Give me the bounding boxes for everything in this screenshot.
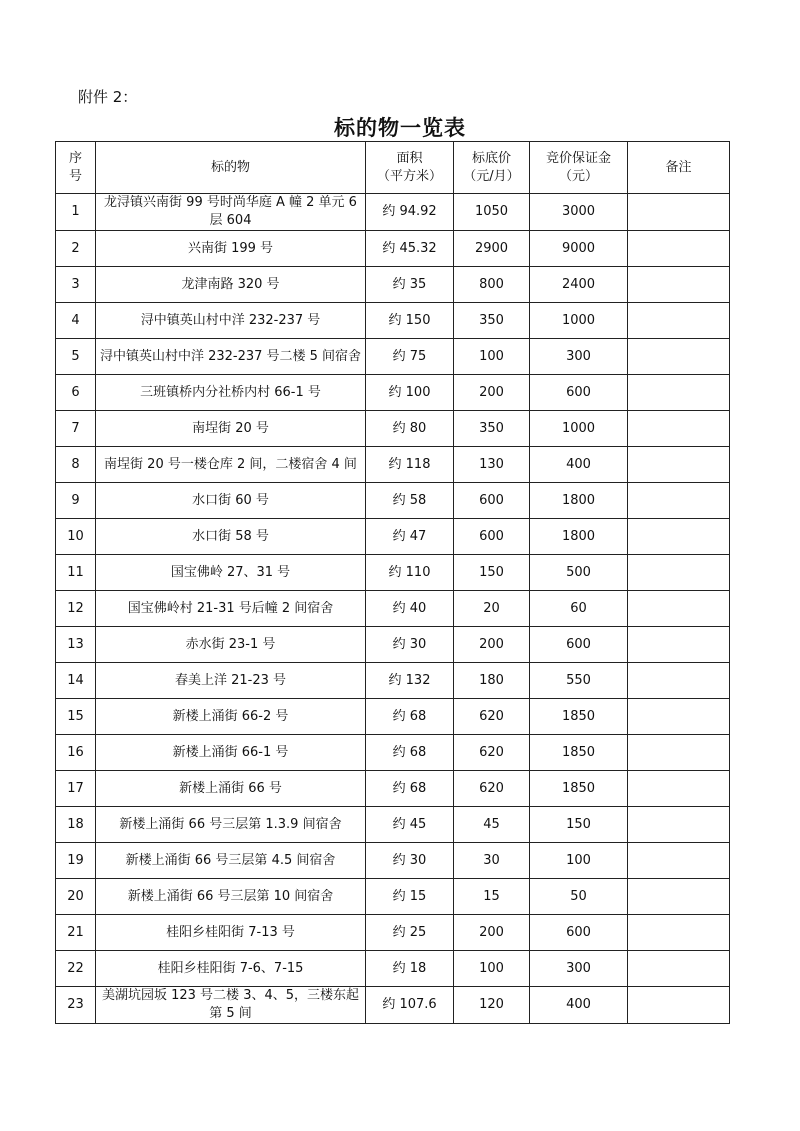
- cell-deposit: 400: [530, 987, 628, 1024]
- cell-seq: 5: [56, 339, 96, 375]
- cell-seq: 23: [56, 987, 96, 1024]
- cell-price: 130: [454, 447, 530, 483]
- cell-price: 100: [454, 951, 530, 987]
- table-row: [56, 519, 730, 555]
- cell-remark: [628, 951, 730, 987]
- cell-item: 水口街 58 号: [96, 519, 366, 555]
- cell-item: 桂阳乡桂阳街 7-6、7-15: [96, 951, 366, 987]
- cell-price: 100: [454, 339, 530, 375]
- cell-item: 桂阳乡桂阳街 7-13 号: [96, 915, 366, 951]
- header-item: 标的物: [96, 142, 366, 194]
- cell-remark: [628, 339, 730, 375]
- cell-area: 约 100: [366, 375, 454, 411]
- cell-deposit: 1800: [530, 483, 628, 519]
- cell-item: 新楼上涌街 66 号三层第 1.3.9 间宿舍: [96, 807, 366, 843]
- cell-area: 约 30: [366, 843, 454, 879]
- cell-seq: 13: [56, 627, 96, 663]
- cell-remark: [628, 771, 730, 807]
- cell-remark: [628, 879, 730, 915]
- cell-item: 新楼上涌街 66-2 号: [96, 699, 366, 735]
- cell-price: 45: [454, 807, 530, 843]
- cell-seq: 1: [56, 194, 96, 231]
- cell-item: 新楼上涌街 66 号三层第 10 间宿舍: [96, 879, 366, 915]
- cell-area: 约 45.32: [366, 231, 454, 267]
- cell-area: 约 110: [366, 555, 454, 591]
- cell-remark: [628, 987, 730, 1024]
- cell-remark: [628, 411, 730, 447]
- cell-seq: 16: [56, 735, 96, 771]
- table-row: [56, 339, 730, 375]
- header-deposit: [530, 142, 628, 194]
- table-body: [56, 194, 730, 1024]
- cell-area: 约 132: [366, 663, 454, 699]
- cell-remark: [628, 267, 730, 303]
- cell-price: 620: [454, 771, 530, 807]
- cell-item: 三班镇桥内分社桥内村 66-1 号: [96, 375, 366, 411]
- cell-item: 兴南街 199 号: [96, 231, 366, 267]
- table-row: [56, 411, 730, 447]
- cell-seq: 4: [56, 303, 96, 339]
- cell-remark: [628, 735, 730, 771]
- cell-item: 水口街 60 号: [96, 483, 366, 519]
- table-row: [56, 194, 730, 231]
- table-row: [56, 735, 730, 771]
- header-seq: [56, 142, 96, 194]
- cell-seq: 9: [56, 483, 96, 519]
- cell-area: 约 30: [366, 627, 454, 663]
- cell-deposit: 150: [530, 807, 628, 843]
- cell-item: 国宝佛岭村 21-31 号后幢 2 间宿舍: [96, 591, 366, 627]
- cell-price: 120: [454, 987, 530, 1024]
- cell-deposit: 1850: [530, 699, 628, 735]
- cell-area: 约 35: [366, 267, 454, 303]
- cell-item: 南埕街 20 号一楼仓库 2 间，二楼宿舍 4 间: [96, 447, 366, 483]
- cell-area: 约 18: [366, 951, 454, 987]
- cell-deposit: 9000: [530, 231, 628, 267]
- table-row: [56, 987, 730, 1024]
- cell-seq: 17: [56, 771, 96, 807]
- cell-item: 龙浔镇兴南街 99 号时尚华庭 A 幢 2 单元 6 层 604: [96, 194, 366, 231]
- cell-deposit: 300: [530, 339, 628, 375]
- cell-remark: [628, 231, 730, 267]
- cell-area: 约 68: [366, 735, 454, 771]
- cell-seq: 12: [56, 591, 96, 627]
- cell-price: 620: [454, 735, 530, 771]
- cell-seq: 2: [56, 231, 96, 267]
- cell-deposit: 500: [530, 555, 628, 591]
- cell-seq: 7: [56, 411, 96, 447]
- cell-remark: [628, 519, 730, 555]
- cell-item: 新楼上涌街 66 号三层第 4.5 间宿舍: [96, 843, 366, 879]
- header-price-line2: （元/月）: [463, 168, 520, 184]
- cell-price: 350: [454, 303, 530, 339]
- cell-area: 约 45: [366, 807, 454, 843]
- cell-seq: 6: [56, 375, 96, 411]
- table-row: [56, 447, 730, 483]
- cell-price: 30: [454, 843, 530, 879]
- table-row: [56, 663, 730, 699]
- cell-area: 约 25: [366, 915, 454, 951]
- header-area-line1: 面积: [396, 150, 423, 166]
- table-row: [56, 375, 730, 411]
- cell-deposit: 50: [530, 879, 628, 915]
- cell-area: 约 118: [366, 447, 454, 483]
- cell-area: 约 68: [366, 699, 454, 735]
- table-row: [56, 303, 730, 339]
- cell-remark: [628, 375, 730, 411]
- cell-item: 浔中镇英山村中洋 232-237 号: [96, 303, 366, 339]
- cell-deposit: 1850: [530, 771, 628, 807]
- cell-item: 赤水街 23-1 号: [96, 627, 366, 663]
- table-row: [56, 555, 730, 591]
- cell-seq: 3: [56, 267, 96, 303]
- cell-remark: [628, 194, 730, 231]
- table-row: [56, 699, 730, 735]
- table-row: [56, 591, 730, 627]
- header-price-line1: 标底价: [471, 150, 511, 166]
- cell-area: 约 107.6: [366, 987, 454, 1024]
- table-row: [56, 843, 730, 879]
- header-area: [366, 142, 454, 194]
- header-seq-line1: 序: [68, 150, 82, 166]
- cell-deposit: 400: [530, 447, 628, 483]
- cell-seq: 21: [56, 915, 96, 951]
- cell-price: 600: [454, 483, 530, 519]
- cell-price: 200: [454, 375, 530, 411]
- table-row: [56, 231, 730, 267]
- cell-price: 180: [454, 663, 530, 699]
- cell-area: 约 58: [366, 483, 454, 519]
- table-row: [56, 267, 730, 303]
- table-row: [56, 771, 730, 807]
- cell-seq: 20: [56, 879, 96, 915]
- cell-remark: [628, 699, 730, 735]
- table-row: [56, 807, 730, 843]
- cell-price: 600: [454, 519, 530, 555]
- cell-area: 约 75: [366, 339, 454, 375]
- header-deposit-line2: （元）: [558, 168, 598, 184]
- cell-area: 约 40: [366, 591, 454, 627]
- cell-seq: 15: [56, 699, 96, 735]
- cell-price: 800: [454, 267, 530, 303]
- cell-area: 约 68: [366, 771, 454, 807]
- cell-area: 约 94.92: [366, 194, 454, 231]
- cell-price: 15: [454, 879, 530, 915]
- header-price: [454, 142, 530, 194]
- cell-seq: 14: [56, 663, 96, 699]
- cell-item: 新楼上涌街 66-1 号: [96, 735, 366, 771]
- cell-price: 20: [454, 591, 530, 627]
- cell-area: 约 15: [366, 879, 454, 915]
- cell-deposit: 2400: [530, 267, 628, 303]
- cell-seq: 8: [56, 447, 96, 483]
- cell-deposit: 300: [530, 951, 628, 987]
- cell-remark: [628, 483, 730, 519]
- cell-area: 约 150: [366, 303, 454, 339]
- table-header-row: [56, 142, 730, 194]
- cell-remark: [628, 627, 730, 663]
- cell-deposit: 1000: [530, 303, 628, 339]
- cell-item: 春美上洋 21-23 号: [96, 663, 366, 699]
- cell-deposit: 1800: [530, 519, 628, 555]
- cell-price: 1050: [454, 194, 530, 231]
- listing-table: [55, 141, 730, 1024]
- cell-deposit: 1000: [530, 411, 628, 447]
- table-row: [56, 627, 730, 663]
- cell-item: 浔中镇英山村中洋 232-237 号二楼 5 间宿舍: [96, 339, 366, 375]
- page-title: 标的物一览表: [334, 115, 466, 140]
- cell-deposit: 600: [530, 627, 628, 663]
- header-deposit-line1: 竞价保证金: [545, 150, 611, 166]
- cell-price: 150: [454, 555, 530, 591]
- cell-remark: [628, 915, 730, 951]
- cell-deposit: 100: [530, 843, 628, 879]
- cell-remark: [628, 807, 730, 843]
- cell-remark: [628, 843, 730, 879]
- table-row: [56, 483, 730, 519]
- header-seq-line2: 号: [68, 168, 82, 184]
- cell-deposit: 600: [530, 375, 628, 411]
- cell-remark: [628, 447, 730, 483]
- cell-deposit: 3000: [530, 194, 628, 231]
- cell-deposit: 550: [530, 663, 628, 699]
- header-area-line2: （平方米）: [376, 168, 442, 184]
- cell-remark: [628, 591, 730, 627]
- cell-price: 200: [454, 627, 530, 663]
- table-row: [56, 915, 730, 951]
- cell-seq: 11: [56, 555, 96, 591]
- cell-item: 美湖坑园坂 123 号二楼 3、4、5，三楼东起第 5 间: [96, 987, 366, 1024]
- cell-area: 约 80: [366, 411, 454, 447]
- cell-price: 350: [454, 411, 530, 447]
- cell-area: 约 47: [366, 519, 454, 555]
- cell-deposit: 60: [530, 591, 628, 627]
- cell-deposit: 1850: [530, 735, 628, 771]
- table-row: [56, 879, 730, 915]
- cell-item: 国宝佛岭 27、31 号: [96, 555, 366, 591]
- cell-deposit: 600: [530, 915, 628, 951]
- cell-seq: 22: [56, 951, 96, 987]
- cell-item: 龙津南路 320 号: [96, 267, 366, 303]
- cell-seq: 19: [56, 843, 96, 879]
- cell-price: 200: [454, 915, 530, 951]
- cell-remark: [628, 555, 730, 591]
- cell-remark: [628, 663, 730, 699]
- cell-item: 南埕街 20 号: [96, 411, 366, 447]
- cell-price: 2900: [454, 231, 530, 267]
- cell-price: 620: [454, 699, 530, 735]
- cell-seq: 10: [56, 519, 96, 555]
- table-row: [56, 951, 730, 987]
- attachment-label: 附件 2：: [78, 88, 138, 106]
- cell-remark: [628, 303, 730, 339]
- header-remark: 备注: [628, 142, 730, 194]
- cell-seq: 18: [56, 807, 96, 843]
- cell-item: 新楼上涌街 66 号: [96, 771, 366, 807]
